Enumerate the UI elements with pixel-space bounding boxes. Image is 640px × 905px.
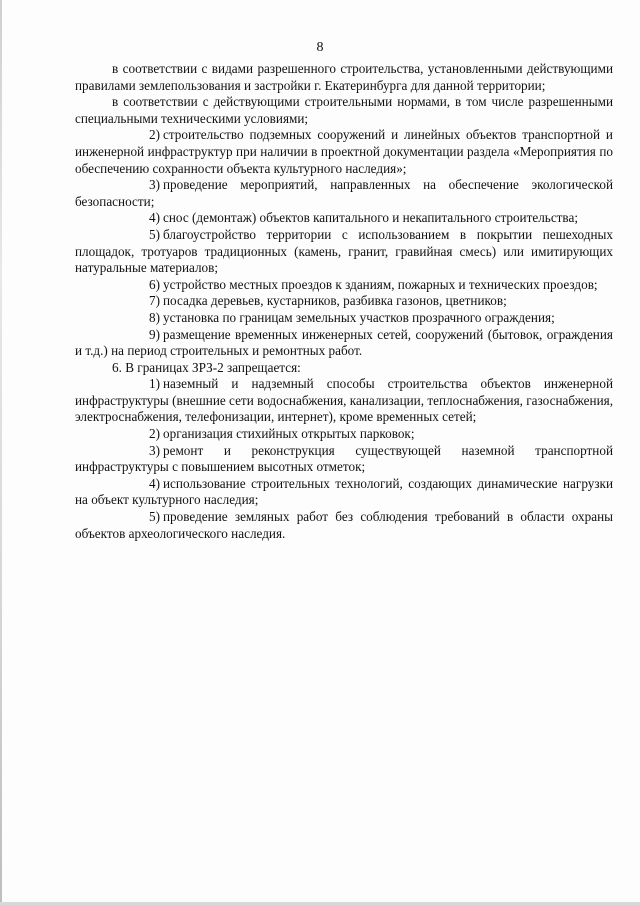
paragraph-number: 9) bbox=[149, 326, 160, 342]
paragraph-text: проведение мероприятий, направленных на обеспечение экологической безопасности; bbox=[75, 177, 613, 209]
paragraph-number: 7) bbox=[149, 293, 160, 309]
list-item-4 bbox=[75, 210, 613, 227]
paragraph-number: 5) bbox=[149, 509, 160, 525]
paragraph-text: в соответствии с видами разрешенного строительства, установленными действующими правилами землепользования и застройки г. Екатеринбурга для данной территории; bbox=[75, 61, 613, 93]
section-heading-zrz2-prohibited bbox=[75, 360, 613, 377]
paragraph-number: 4) bbox=[149, 475, 160, 491]
paragraph-text: проведение земляных работ без соблюдения требований в области охраны объектов археологического наследия. bbox=[75, 509, 613, 541]
paragraph-number: 3) bbox=[149, 177, 160, 193]
scan-left-edge bbox=[0, 0, 2, 905]
paragraph-number: 1) bbox=[149, 376, 160, 392]
paragraph-in-accordance-with-norms bbox=[75, 94, 613, 127]
paragraph-text: наземный и надземный способы строительства объектов инженерной инфраструктуры (внешние сети водоснабжения, канализации, теплоснабжения, газоснабжения, электроснабжения, телефонизации, интернет), кроме временных сетей; bbox=[75, 376, 613, 425]
paragraph-text: посадка деревьев, кустарников, разбивка газонов, цветников; bbox=[163, 293, 507, 309]
paragraph-number: 2) bbox=[149, 127, 160, 143]
paragraph-text: устройство местных проездов к зданиям, пожарных и технических проездов; bbox=[163, 276, 598, 292]
paragraph-text: установка по границам земельных участков прозрачного ограждения; bbox=[163, 309, 555, 325]
paragraph-text: ремонт и реконструкция существующей наземной транспортной инфраструктуры с повышением высотных отметок; bbox=[75, 442, 613, 475]
prohibited-item-5 bbox=[75, 509, 613, 542]
paragraph-text: организация стихийных открытых парковок; bbox=[163, 426, 415, 442]
list-item-6 bbox=[75, 277, 613, 294]
paragraph-text: благоустройство территории с использованием в покрытии пешеходных площадок, тротуаров традиционных (камень, гранит, гравийная смесь) или имитирующих натуральные материалов; bbox=[75, 226, 613, 276]
paragraph-text: размещение временных инженерных сетей, сооружений (бытовок, ограждения и т.д.) на период строительных и ремонтных работ. bbox=[75, 326, 613, 359]
paragraph-in-accordance-with-zoning bbox=[75, 61, 613, 94]
paragraph-text: использование строительных технологий, создающих динамические нагрузки на объект культурного наследия; bbox=[75, 475, 613, 508]
page-number: 8 bbox=[316, 40, 324, 55]
list-item-5 bbox=[75, 227, 613, 277]
paragraph-number: 3) bbox=[149, 442, 160, 458]
paragraph-text: снос (демонтаж) объектов капитального и некапитального строительства; bbox=[163, 210, 579, 226]
paragraph-number: 8) bbox=[149, 309, 160, 325]
prohibited-item-2 bbox=[75, 426, 613, 443]
paragraph-text: 6. В границах ЗРЗ-2 запрещается: bbox=[112, 359, 301, 375]
paragraph-number: 4) bbox=[149, 210, 160, 226]
prohibited-item-3 bbox=[75, 443, 613, 476]
list-item-3 bbox=[75, 177, 613, 210]
paragraph-number: 6) bbox=[149, 276, 160, 292]
paragraph-text: в соответствии с действующими строительными нормами, в том числе разрешенными специальными техническими условиями; bbox=[75, 94, 613, 126]
prohibited-item-4 bbox=[75, 476, 613, 509]
list-item-7 bbox=[75, 293, 613, 310]
paragraph-number: 5) bbox=[149, 226, 160, 242]
paragraph-text: строительство подземных сооружений и линейных объектов транспортной и инженерной инфраструктур при наличии в проектной документации раздела «Мероприятия по обеспечению сохранности объекта культурного наследия»; bbox=[75, 127, 613, 176]
list-item-9 bbox=[75, 327, 613, 360]
document-body bbox=[75, 61, 613, 542]
prohibited-item-1 bbox=[75, 376, 613, 426]
paragraph-number: 2) bbox=[149, 426, 160, 442]
list-item-8 bbox=[75, 310, 613, 327]
list-item-2 bbox=[75, 127, 613, 177]
